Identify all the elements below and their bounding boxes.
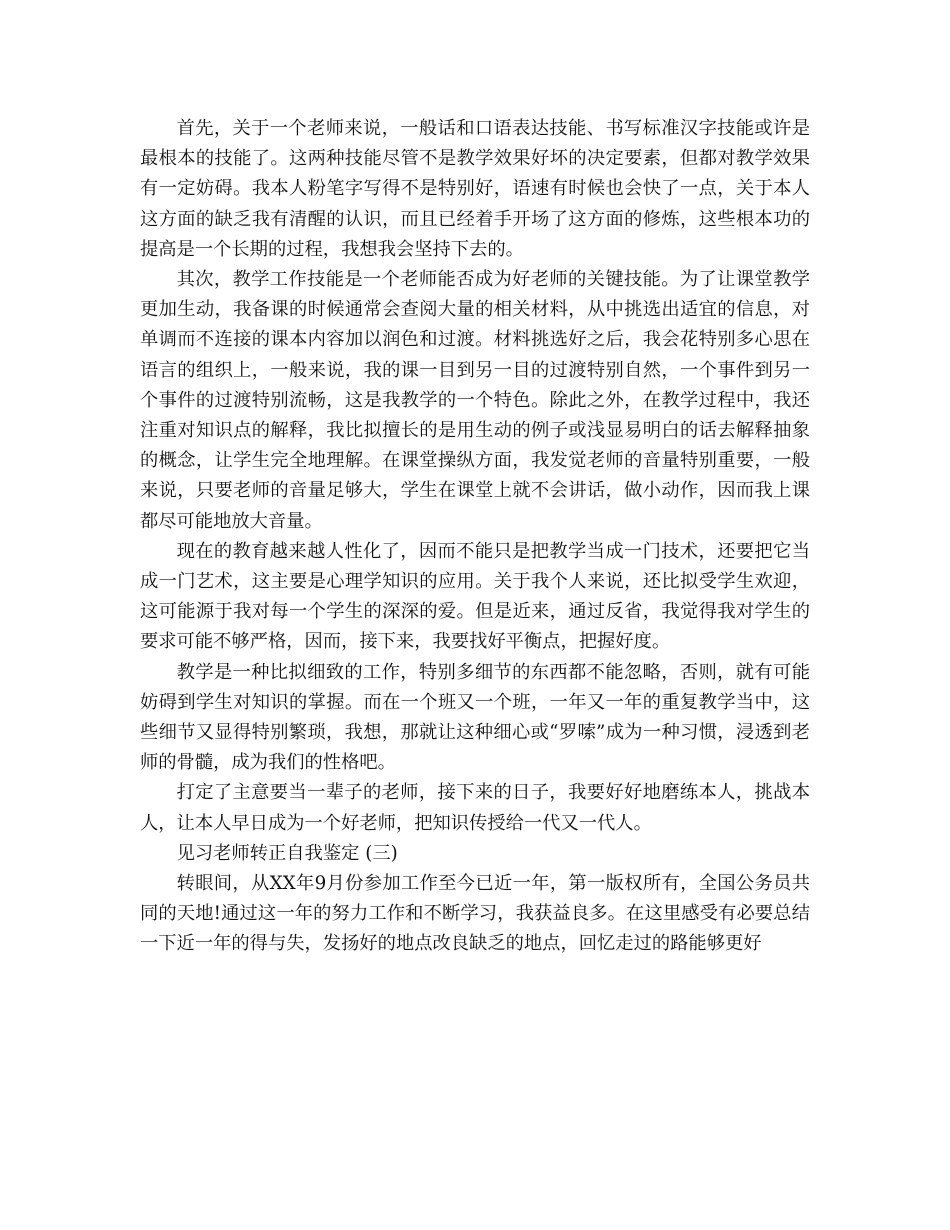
paragraph-humanized-education: 现在的教育越来越人性化了，因而不能只是把教学当成一门技术，还要把它当成一门艺术，这主要是心理学知识的应用。关于我个人来说，还比拟受学生欢迎，这可能源于我对每一个学生的深深的爱。但是近来，通过反省，我觉得我对学生的要求可能不够严格，因而，接下来，我要找好平衡点，把握好度。 (140, 540, 810, 653)
paragraph-basic-skills: 首先，关于一个老师来说，一般话和口语表达技能、书写标准汉字技能或许是最根本的技能了。这两种技能尽管不是教学效果好坏的决定要素，但都对教学效果有一定妨碍。我本人粉笔字写得不是特别好，语速有时候也会快了一点，关于本人这方面的缺乏我有清醒的认识，而且已经着手开场了这方面的修炼，这些根本功的提高是一个长期的过程，我想我会坚持下去的。 (140, 118, 810, 260)
paragraph-year-review: 转眼间，从XX年9月份参加工作至今已近一年，第一版权所有，全国公务员共同的天地!通过这一年的努力工作和不断学习，我获益良多。在这里感受有必要总结一下近一年的得与失，发扬好的地点改良缺乏的地点，回忆走过的路能够更好 (140, 873, 810, 955)
paragraph-details: 教学是一种比拟细致的工作，特别多细节的东西都不能忽略，否则，就有可能妨碍到学生对知识的掌握。而在一个班又一个班，一年又一年的重复教学当中，这些细节又显得特别繁琐，我想，那就让这种细心或“罗嗦”成为一种习惯，浸透到老师的骨髓，成为我们的性格吧。 (140, 661, 810, 774)
section-heading: 见习老师转正自我鉴定 (三) (176, 842, 398, 864)
document-page (140, 114, 810, 960)
paragraph-resolution: 打定了主意要当一辈子的老师，接下来的日子，我要好好地磨练本人，挑战本人，让本人早日成为一个好老师，把知识传授给一代又一代人。 (140, 782, 810, 834)
paragraph-teaching-skills: 其次，教学工作技能是一个老师能否成为好老师的关键技能。为了让课堂教学更加生动，我备课的时候通常会查阅大量的相关材料，从中挑选出适宜的信息，对单调而不连接的课本内容加以润色和过渡。材料挑选好之后，我会花特别多心思在语言的组织上，一般来说，我的课一目到另一目的过渡特别自然，一个事件到另一个事件的过渡特别流畅，这是我教学的一个特色。除此之外，在教学过程中，我还注重对知识点的解释，我比拟擅长的是用生动的例子或浅显易明白的话去解释抽象的概念，让学生完全地理解。在课堂操纵方面，我发觉老师的音量特别重要，一般来说，只要老师的音量足够大，学生在课堂上就不会讲话，做小动作，因而我上课都尽可能地放大音量。 (140, 269, 810, 532)
